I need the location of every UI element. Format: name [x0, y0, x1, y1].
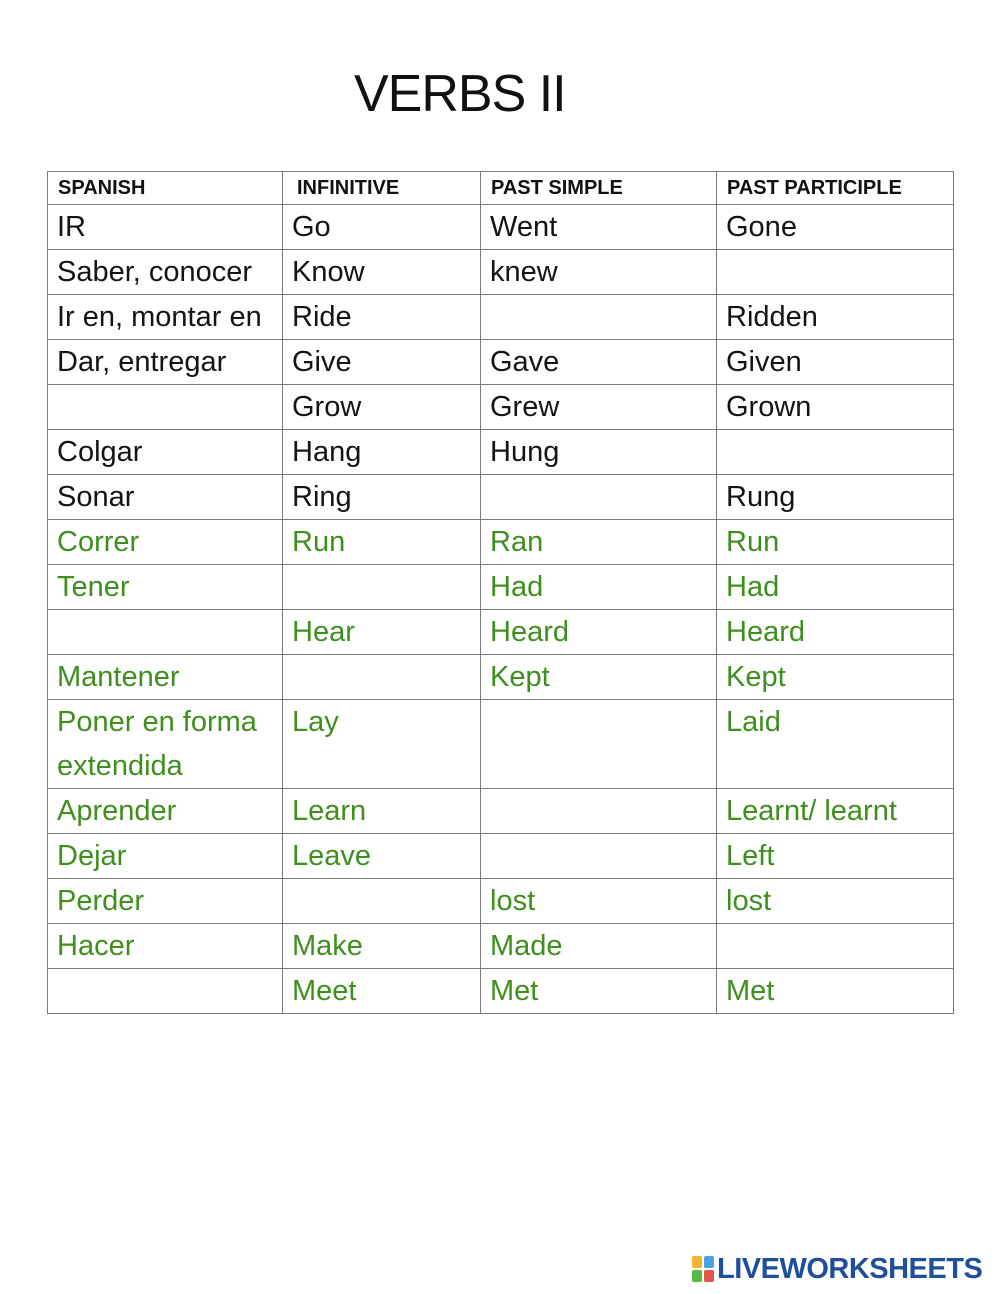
cell-past-participle: Had — [717, 565, 954, 610]
cell-infinitive: Make — [283, 924, 481, 969]
table-row — [48, 789, 954, 834]
table-row — [48, 879, 954, 924]
cell-infinitive: Learn — [283, 789, 481, 834]
cell-infinitive — [283, 879, 481, 924]
cell-spanish: Sonar — [48, 475, 283, 520]
cell-infinitive: Leave — [283, 834, 481, 879]
cell-past-participle: lost — [717, 879, 954, 924]
cell-infinitive: Know — [283, 250, 481, 295]
cell-infinitive — [283, 565, 481, 610]
cell-spanish: Mantener — [48, 655, 283, 700]
cell-past-participle: Kept — [717, 655, 954, 700]
cell-past-participle: Ridden — [717, 295, 954, 340]
table-row — [48, 205, 954, 250]
header-past-simple: PAST SIMPLE — [481, 172, 717, 205]
table-row — [48, 250, 954, 295]
header-past-participle: PAST PARTICIPLE — [717, 172, 954, 205]
cell-past-simple: Met — [481, 969, 717, 1014]
table-row — [48, 610, 954, 655]
cell-spanish: Dejar — [48, 834, 283, 879]
cell-spanish: IR — [48, 205, 283, 250]
cell-past-participle: Run — [717, 520, 954, 565]
cell-infinitive: Give — [283, 340, 481, 385]
cell-past-participle: Given — [717, 340, 954, 385]
cell-spanish: Ir en, montar en — [48, 295, 283, 340]
cell-spanish: Hacer — [48, 924, 283, 969]
cell-past-simple — [481, 789, 717, 834]
cell-past-simple: Made — [481, 924, 717, 969]
cell-past-simple: knew — [481, 250, 717, 295]
cell-past-participle: Grown — [717, 385, 954, 430]
cell-infinitive — [283, 655, 481, 700]
cell-infinitive: Go — [283, 205, 481, 250]
table-row — [48, 700, 954, 789]
table-row — [48, 475, 954, 520]
cell-past-simple: Hung — [481, 430, 717, 475]
table-row — [48, 340, 954, 385]
liveworksheets-logo-icon — [692, 1256, 714, 1282]
cell-spanish: Poner en forma extendida — [48, 700, 283, 789]
cell-past-participle: Met — [717, 969, 954, 1014]
cell-spanish — [48, 969, 283, 1014]
cell-spanish: Correr — [48, 520, 283, 565]
cell-past-simple: lost — [481, 879, 717, 924]
cell-past-simple: Heard — [481, 610, 717, 655]
cell-past-participle: Laid — [717, 700, 954, 789]
cell-past-simple: Kept — [481, 655, 717, 700]
table-row — [48, 655, 954, 700]
cell-past-simple — [481, 295, 717, 340]
cell-past-simple: Went — [481, 205, 717, 250]
verbs-table — [47, 171, 954, 1014]
cell-past-participle: Left — [717, 834, 954, 879]
cell-infinitive: Ring — [283, 475, 481, 520]
cell-infinitive: Lay — [283, 700, 481, 789]
cell-spanish — [48, 610, 283, 655]
cell-past-simple — [481, 700, 717, 789]
cell-infinitive: Hang — [283, 430, 481, 475]
cell-past-participle: Rung — [717, 475, 954, 520]
cell-past-participle — [717, 250, 954, 295]
cell-infinitive: Hear — [283, 610, 481, 655]
cell-past-participle: Learnt/ learnt — [717, 789, 954, 834]
header-spanish: SPANISH — [48, 172, 283, 205]
table-header-row — [48, 172, 954, 205]
cell-infinitive: Run — [283, 520, 481, 565]
header-infinitive: INFINITIVE — [283, 172, 481, 205]
table-row — [48, 834, 954, 879]
table-row — [48, 565, 954, 610]
table-row — [48, 520, 954, 565]
cell-past-participle — [717, 430, 954, 475]
table-row — [48, 924, 954, 969]
cell-spanish: Tener — [48, 565, 283, 610]
cell-spanish: Aprender — [48, 789, 283, 834]
cell-infinitive: Meet — [283, 969, 481, 1014]
table-row — [48, 430, 954, 475]
cell-spanish: Dar, entregar — [48, 340, 283, 385]
cell-past-simple: Had — [481, 565, 717, 610]
cell-past-participle: Heard — [717, 610, 954, 655]
cell-past-simple: Grew — [481, 385, 717, 430]
cell-infinitive: Grow — [283, 385, 481, 430]
cell-spanish: Colgar — [48, 430, 283, 475]
cell-spanish — [48, 385, 283, 430]
cell-past-simple: Ran — [481, 520, 717, 565]
cell-past-simple — [481, 475, 717, 520]
verbs-table-body — [48, 205, 954, 1014]
cell-past-simple — [481, 834, 717, 879]
table-row — [48, 969, 954, 1014]
table-row — [48, 385, 954, 430]
cell-spanish: Perder — [48, 879, 283, 924]
liveworksheets-logo — [692, 1252, 982, 1286]
cell-infinitive: Ride — [283, 295, 481, 340]
cell-past-simple: Gave — [481, 340, 717, 385]
logo-text: LIVEWORKSHEETS — [717, 1253, 983, 1285]
cell-spanish: Saber, conocer — [48, 250, 283, 295]
table-row — [48, 295, 954, 340]
cell-past-participle: Gone — [717, 205, 954, 250]
page-title: VERBS II — [354, 65, 566, 123]
cell-past-participle — [717, 924, 954, 969]
